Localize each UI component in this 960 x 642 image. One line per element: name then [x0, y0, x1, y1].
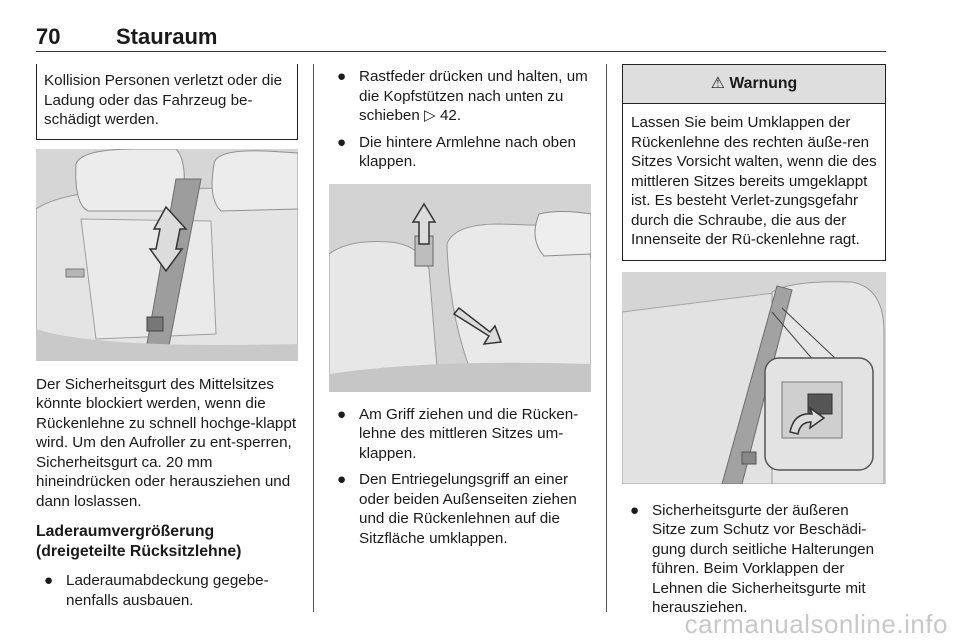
column-3: [622, 64, 886, 618]
list-item: [329, 67, 591, 126]
figure-outer-belt-guide: [622, 272, 886, 484]
bullet-icon: ●: [44, 572, 54, 589]
page-title: Stauraum: [116, 24, 218, 49]
figure-headrest-armrest: [329, 184, 591, 392]
list-item-text: Am Griff ziehen und die Rücken-lehne des mittleren Sitzes um-klappen.: [359, 405, 579, 462]
column-divider-2: [606, 64, 607, 612]
list-item-text: Sicherheitsgurte der äußeren Sitze zum Schutz vor Beschädi-gung durch seitliche Halterungen führen. Beim Vorklappen der Lehnen die Sicherheitsgurte mit herausziehen.: [652, 501, 875, 616]
column-1: [36, 64, 298, 610]
warning-triangle-icon: ⚠: [710, 75, 725, 92]
warning-title: Warnung: [729, 75, 798, 92]
section-heading-line2: (dreigeteilte Rücksitzlehne): [36, 543, 242, 560]
section-heading-line1: Laderaumvergrößerung: [36, 523, 215, 540]
figure-center-seatbelt: [36, 149, 298, 361]
warning-text: Lassen Sie beim Umklappen der Rückenlehne des rechten äuße-ren Sitzes Vorsicht walten, wenn die des mittleren Sitzes bereits umgeklappt ist. Es besteht Verlet-zungsgefahr durch die Schraube, die aus der Innenseite der Rü-ckenlehne ragt.: [631, 114, 877, 248]
headrest-illustration: [329, 184, 591, 392]
column-2: [329, 64, 591, 548]
seat-illustration: [36, 149, 298, 361]
page-reference: 42.: [439, 107, 462, 124]
belt-unlock-paragraph: Der Sicherheitsgurt des Mittelsitzes könnte blockiert werden, wenn die Rückenlehne zu schnell hochge-klappt wird. Um den Aufroller zu ent-sperren, Sicherheitsgurt ca. 20 mm hineindrücken oder herausziehen und dann loslassen.: [36, 375, 297, 510]
notice-continuation-box: [36, 64, 298, 140]
list-item: [329, 470, 591, 548]
list-item: [329, 405, 591, 464]
list-item: [329, 133, 591, 172]
bullet-icon: ●: [630, 501, 640, 519]
list-item-text: Die hintere Armlehne nach oben klappen.: [359, 133, 576, 170]
page-number: 70: [36, 24, 61, 49]
list-item: [622, 501, 886, 618]
bullet-icon: ●: [337, 471, 347, 488]
triangle-right-icon: ▷: [424, 107, 436, 124]
warning-body: [623, 104, 885, 260]
warning-box: [622, 64, 886, 261]
header-rule: [36, 51, 886, 52]
notice-text: Kollision Personen verletzt oder die Ladung oder das Fahrzeug be-schädigt werden.: [44, 72, 283, 128]
bullet-icon: ●: [337, 68, 347, 85]
page-header: [36, 22, 886, 50]
warning-header: [623, 65, 885, 104]
list-item-text: Laderaumabdeckung gegebe-nenfalls ausbauen.: [66, 572, 269, 609]
watermark: carmanualsonline.info: [684, 609, 948, 639]
list-item: [36, 571, 298, 610]
list-item-text: Den Entriegelungsgriff an einer oder beiden Außenseiten ziehen und die Rückenlehnen auf die Sitzfläche umklappen.: [359, 471, 577, 547]
bullet-icon: ●: [337, 133, 347, 151]
bullet-icon: ●: [337, 405, 347, 423]
belt-guide-illustration: [622, 272, 886, 484]
list-item-text: Rastfeder drücken und halten, um die Kopfstützen nach unten zu schieben: [359, 68, 588, 124]
column-divider-1: [313, 64, 314, 612]
